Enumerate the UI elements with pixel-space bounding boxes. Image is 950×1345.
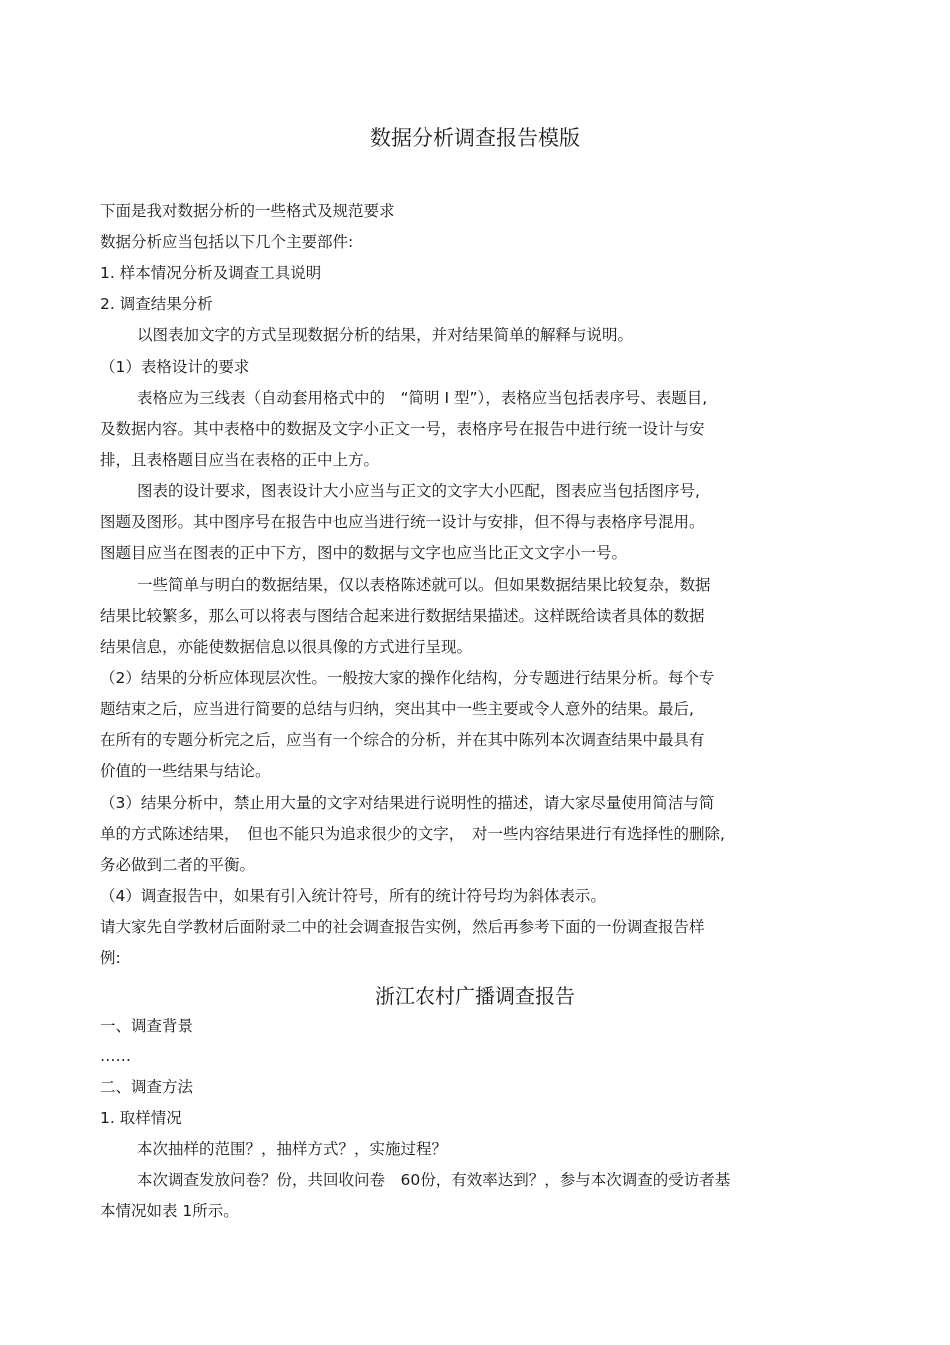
text-line: 数据分析应当包括以下几个主要部件: (100, 233, 354, 251)
text-line: …… (100, 1047, 131, 1065)
text-line: 图题及图形。其中图序号在报告中也应当进行统一设计与安排，但不得与表格序号混用。 (100, 513, 705, 531)
text-line: 及数据内容。其中表格中的数据及文字小正文一号，表格序号在报告中进行统一设计与安 (100, 420, 705, 438)
text-line: 一、调查背景 (100, 1017, 194, 1035)
text-line: （3）结果分析中，禁止用大量的文字对结果进行说明性的描述，请大家尽量使用简洁与简 (100, 794, 715, 812)
text-line: 例: (100, 949, 121, 967)
text-line: （1）表格设计的要求 (100, 358, 250, 376)
text-line: 本情况如表 1所示。 (100, 1202, 239, 1220)
text-line: 结果信息，亦能使数据信息以很具像的方式进行呈现。 (100, 638, 473, 656)
text-line: 单的方式陈述结果， 但也不能只为追求很少的文字， 对一些内容结果进行有选择性的删除, (100, 825, 725, 843)
text-line: 一些简单与明白的数据结果，仅以表格陈述就可以。但如果数据结果比较复杂，数据 (137, 576, 711, 594)
text-line: 表格应为三线表（自动套用格式中的 “简明 I 型”），表格应当包括表序号、表题目, (137, 389, 708, 407)
text-line: 本次调查发放问卷？份，共回收问卷 60份，有效率达到？，参与本次调查的受访者基 (137, 1171, 731, 1189)
text-line: 1. 取样情况 (100, 1109, 182, 1127)
text-line: 本次抽样的范围？，抽样方式？，实施过程？ (137, 1140, 448, 1158)
document-title: 数据分析调查报告模版 (370, 126, 580, 150)
text-line: 1. 样本情况分析及调查工具说明 (100, 264, 322, 282)
text-line: 2. 调查结果分析 (100, 295, 213, 313)
text-line: （2）结果的分析应体现层次性。一般按大家的操作化结构，分专题进行结果分析。每个专 (100, 669, 715, 687)
text-line: （4）调查报告中，如果有引入统计符号，所有的统计符号均为斜体表示。 (100, 887, 606, 905)
text-line: 二、调查方法 (100, 1078, 194, 1096)
text-line: 排，且表格题目应当在表格的正中上方。 (100, 451, 380, 469)
text-line: 务必做到二者的平衡。 (100, 856, 256, 874)
text-line: 下面是我对数据分析的一些格式及规范要求 (100, 202, 395, 220)
text-line: 题结束之后，应当进行简要的总结与归纳，突出其中一些主要或令人意外的结果。最后, (100, 700, 694, 718)
text-line: 图表的设计要求，图表设计大小应当与正文的文字大小匹配，图表应当包括图序号, (137, 482, 700, 500)
text-line: 图题目应当在图表的正中下方，图中的数据与文字也应当比正文文字小一号。 (100, 544, 628, 562)
report-subtitle: 浙江农村广播调查报告 (375, 984, 575, 1008)
text-line: 在所有的专题分析完之后，应当有一个综合的分析，并在其中陈列本次调查结果中最具有 (100, 731, 705, 749)
text-line: 结果比较繁多，那么可以将表与图结合起来进行数据结果描述。这样既给读者具体的数据 (100, 607, 705, 625)
text-line: 请大家先自学教材后面附录二中的社会调查报告实例，然后再参考下面的一份调查报告样 (100, 918, 705, 936)
text-line: 价值的一些结果与结论。 (100, 762, 271, 780)
text-line: 以图表加文字的方式呈现数据分析的结果，并对结果简单的解释与说明。 (137, 326, 634, 344)
